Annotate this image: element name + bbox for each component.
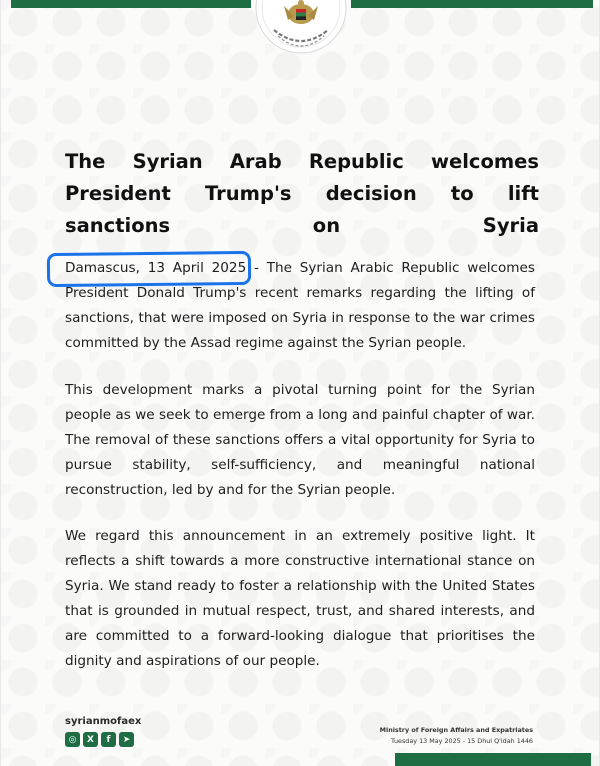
ministry-block	[380, 725, 533, 747]
release-date: Tuesday 13 May 2025 - 15 Dhul Q'idah 1446	[391, 737, 533, 745]
x-icon[interactable]: X	[83, 732, 98, 747]
ministry-name: Ministry of Foreign Affairs and Expatriates	[379, 726, 533, 734]
syrian-eagle-emblem-icon	[254, 0, 348, 58]
bottom-accent-bar	[395, 753, 591, 766]
instagram-icon[interactable]: ◎	[65, 732, 80, 747]
social-icons	[65, 732, 134, 747]
top-accent-bar-right	[351, 0, 593, 8]
paragraph-1	[65, 256, 535, 356]
headline: The Syrian Arab Republic welcomes President Trump's decision to lift sanctions on Syria	[65, 150, 539, 237]
dateline	[65, 260, 246, 276]
telegram-icon[interactable]: ➤	[119, 732, 134, 747]
top-accent-bar-left	[11, 0, 251, 8]
paragraph-1-text: - The Syrian Arabic Republic welcomes President Donald Trump's recent remarks regarding the lifting of sanctions, that were imposed on Syria in response to the war crimes committed by the Assad regime against the Syrian people.	[65, 260, 535, 351]
dateline-text: Damascus, 13 April 2025	[65, 260, 247, 276]
paragraph-2: This development marks a pivotal turning point for the Syrian people as we seek to emerge from a long and painful chapter of war. The removal of these sanctions offers a vital opportunity for Syria to pursue stability, self-sufficiency, and meaningful national reconstruction, led by and for the Syrian people.	[65, 382, 535, 498]
facebook-icon[interactable]: f	[101, 732, 116, 747]
social-handle: syrianmofaex	[65, 716, 142, 727]
paragraph-3: We regard this announcement in an extremely positive light. It reflects a shift towards a more constructive international stance on Syria. We stand ready to foster a relationship with the United States that is grounded in mutual respect, trust, and shared interests, and are committed to a forward-looking dialogue that prioritises the dignity and aspirations of our people.	[65, 528, 535, 669]
